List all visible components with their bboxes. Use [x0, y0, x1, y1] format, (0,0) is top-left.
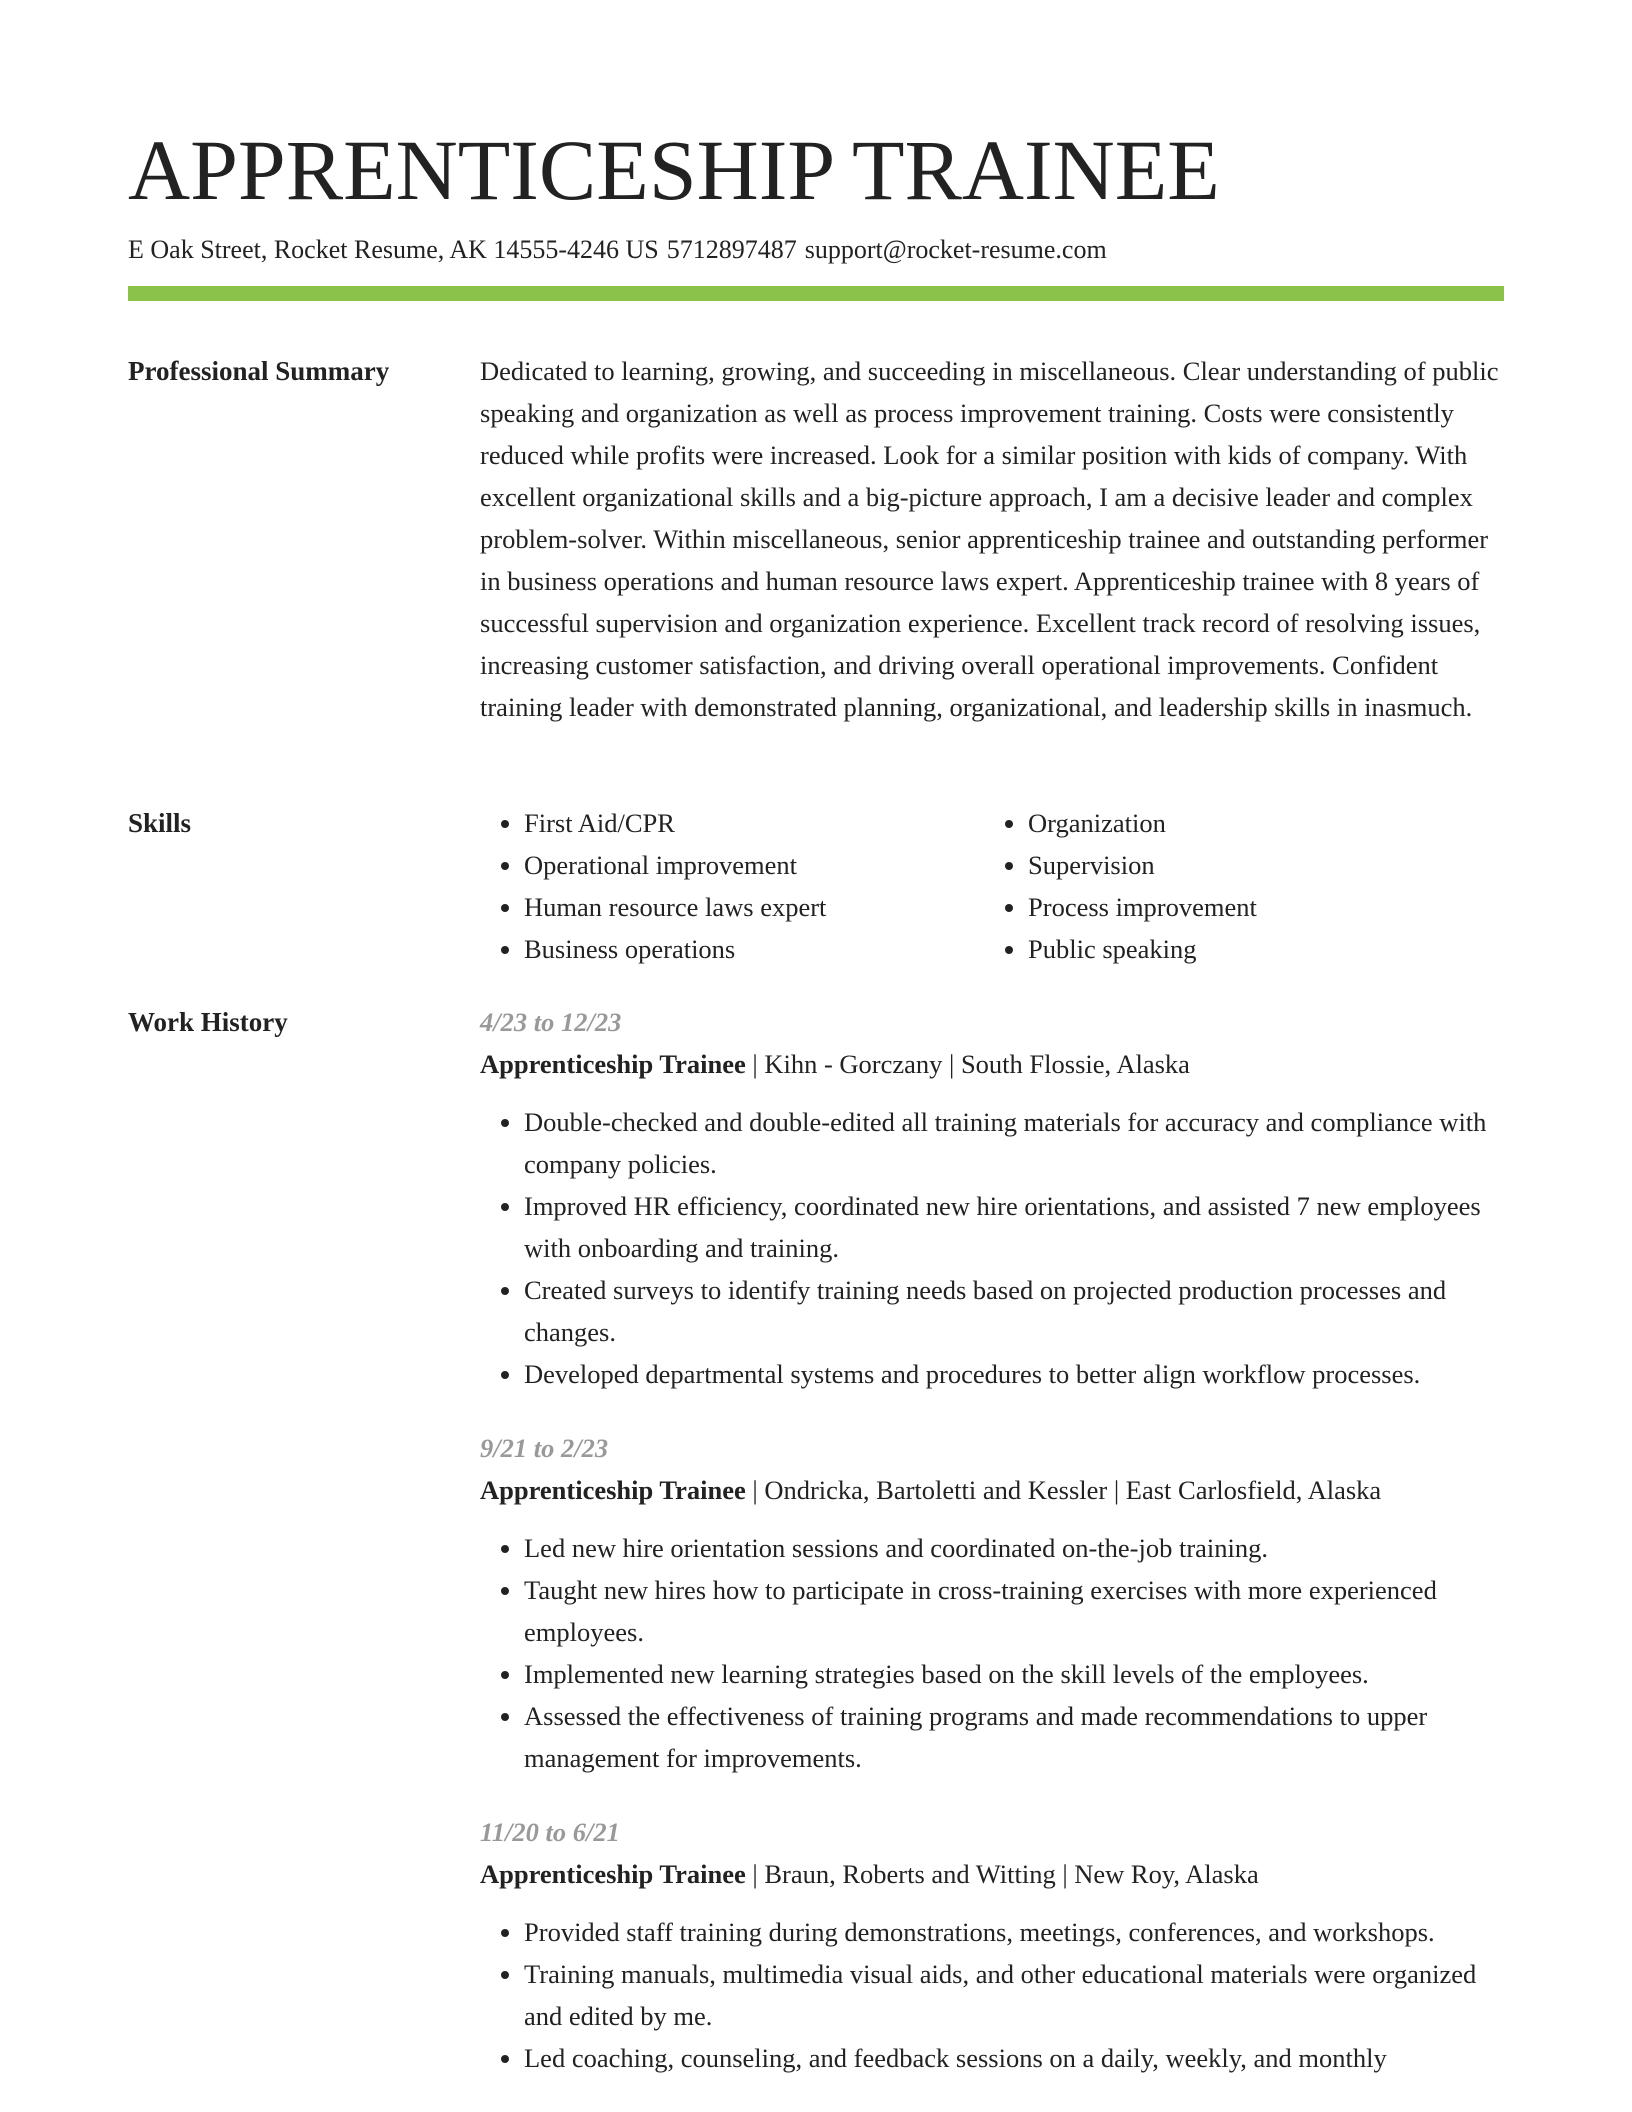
- job-details: | Kihn - Gorczany | South Flossie, Alaska: [745, 1049, 1190, 1079]
- skill-item: • Operational improvement: [524, 844, 984, 886]
- skills-heading: Skills: [128, 808, 192, 838]
- skills-column-right: [984, 802, 1488, 970]
- skill-item: • Organization: [1028, 802, 1488, 844]
- skill-item: • Public speaking: [1028, 928, 1488, 970]
- job-bullet: • Developed departmental systems and procedures to better align workflow processes.: [524, 1353, 1510, 1395]
- job-bullet: • Created surveys to identify training needs based on projected production processes and changes.: [524, 1269, 1510, 1353]
- skill-item: • Process improvement: [1028, 886, 1488, 928]
- contact-email: support@rocket-resume.com: [804, 235, 1107, 264]
- job-bullets: [480, 1527, 1510, 1779]
- candidate-name: APPRENTICESHIP TRAINEE: [128, 122, 1220, 218]
- job-bullets: [480, 1101, 1510, 1395]
- contact-address: E Oak Street, Rocket Resume, AK 14555-4246 US: [128, 235, 659, 264]
- job-bullet: • Implemented new learning strategies based on the skill levels of the employees.: [524, 1653, 1510, 1695]
- skills-column-left: [480, 802, 984, 970]
- job-dates: 9/21 to 2/23: [480, 1433, 609, 1463]
- job-entry: [480, 1811, 1510, 2079]
- job-header: [480, 1853, 1510, 1895]
- job-bullet: • Led new hire orientation sessions and coordinated on-the-job training.: [524, 1527, 1510, 1569]
- skill-item: • Supervision: [1028, 844, 1488, 886]
- job-bullet: • Training manuals, multimedia visual aids, and other educational materials were organized and edited by me.: [524, 1953, 1510, 2037]
- job-entry: [480, 1427, 1510, 1779]
- summary-text: Dedicated to learning, growing, and succeeding in miscellaneous. Clear understanding of public speaking and organization as well as process improvement training. Costs were consistently reduced while profits were increased. Look for a similar position with kids of company. With excellent organizational skills and a big-picture approach, I am a decisive leader and complex problem-solver. Within miscellaneous, senior apprenticeship trainee and outstanding performer in business operations and human resource laws expert. Apprenticeship trainee with 8 years of successful supervision and organization experience. Excellent track record of resolving issues, increasing customer satisfaction, and driving overall operational improvements. Confident training leader with demonstrated planning, organizational, and leadership skills in inasmuch.: [480, 356, 1499, 722]
- job-dates: 11/20 to 6/21: [480, 1817, 620, 1847]
- job-title: Apprenticeship Trainee: [480, 1475, 746, 1505]
- job-dates: 4/23 to 12/23: [480, 1007, 622, 1037]
- job-bullet: • Led coaching, counseling, and feedback sessions on a daily, weekly, and monthly: [524, 2037, 1510, 2079]
- skill-item: • Human resource laws expert: [524, 886, 984, 928]
- skill-item: • Business operations: [524, 928, 984, 970]
- job-details: | Braun, Roberts and Witting | New Roy, Alaska: [745, 1859, 1259, 1889]
- summary-heading: Professional Summary: [128, 356, 390, 386]
- job-title: Apprenticeship Trainee: [480, 1049, 746, 1079]
- resume-page: [128, 0, 1504, 2112]
- job-bullet: • Assessed the effectiveness of training programs and made recommendations to upper management for improvements.: [524, 1695, 1510, 1779]
- contact-line: [128, 230, 1107, 270]
- job-bullets: [480, 1911, 1510, 2079]
- job-bullet: • Double-checked and double-edited all training materials for accuracy and compliance with company policies.: [524, 1101, 1510, 1185]
- job-bullet: • Taught new hires how to participate in cross-training exercises with more experienced employees.: [524, 1569, 1510, 1653]
- job-header: [480, 1469, 1510, 1511]
- skill-item: • First Aid/CPR: [524, 802, 984, 844]
- job-entry: [480, 1001, 1510, 1395]
- job-bullet: • Improved HR efficiency, coordinated new hire orientations, and assisted 7 new employees with onboarding and training.: [524, 1185, 1510, 1269]
- skills-list: [480, 802, 1504, 970]
- contact-phone: 5712897487: [666, 235, 797, 264]
- job-header: [480, 1043, 1510, 1085]
- job-title: Apprenticeship Trainee: [480, 1859, 746, 1889]
- job-details: | Ondricka, Bartoletti and Kessler | East Carlosfield, Alaska: [745, 1475, 1382, 1505]
- header-divider: [128, 286, 1504, 301]
- work-history-heading: Work History: [128, 1007, 288, 1037]
- job-bullet: • Provided staff training during demonstrations, meetings, conferences, and workshops.: [524, 1911, 1510, 1953]
